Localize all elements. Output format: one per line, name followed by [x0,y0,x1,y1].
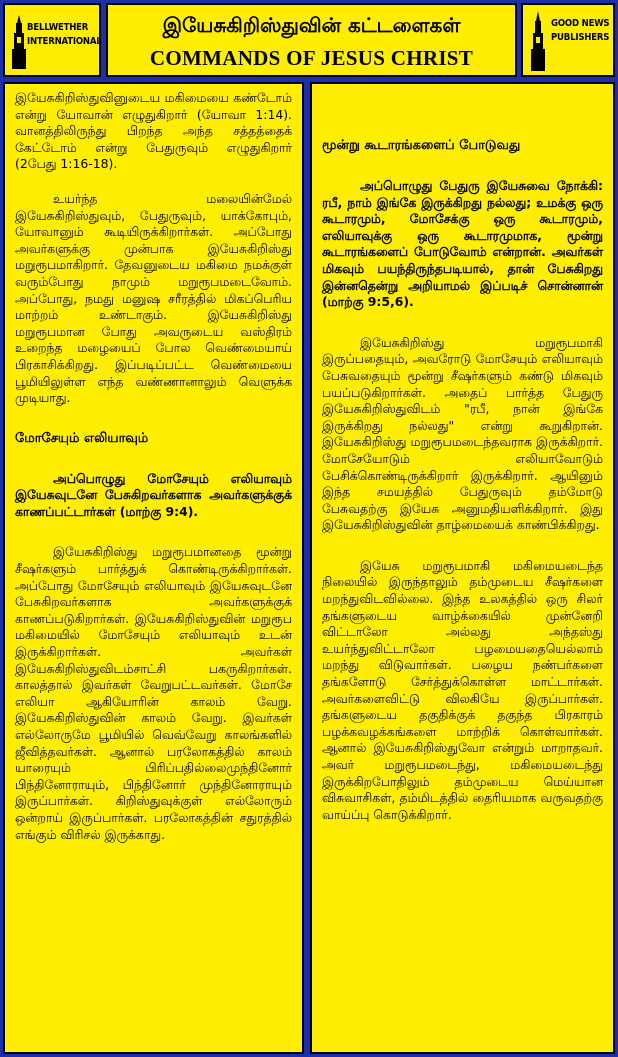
logo-right-line1: GOOD NEWS [551,18,610,29]
paragraph: இயேசு மறுரூபமாகி மகிமையடைந்த நிலையில் இருந்தாலும் தம்முடைய சீஷர்களை மறந்துவிடவில்லை. இந்த உலகத்தில் ஒரு சிலர் தங்களுடைய வாழ்க்கையில் முன்னேறி விட்டாலோ அல்லது அந்தஸ்து உயர்ந்துவிட்டாலோ பழமையதையெல்லாம் மறந்து விடுவார்கள். பழைய நண்பர்களை தங்களோடு சேர்த்துக்கொள்ள மாட்டார்கள். அவர்களைவிட்டு விலகியே இருப்பார்கள். தங்களுடைய தகுதிக்குக் தகுந்த பிரகாரம் பழக்கவழக்கங்களை மாற்றிக் கொள்வார்கள். ஆனால் இயேசுகிறிஸ்துவோ என்றும் மாறாதவர். அவர் மறுரூபமடைந்து, மகிமையடைந்து இருக்கிறபோதிலும் தம்முடைய மெய்யான விசுவாசிகள், தம்மிடத்தில் தைரியமாக வருவதற்கு வாய்ப்பு கொடுக்கிறார். [322,557,603,822]
paragraph: இயேசுகிறிஸ்துவினுடைய மகிமையை கண்டோம் என்று யோவான் எழுதுகிறார் (யோவா 1:14). வானத்திலிருந்து பிறந்த அந்த சத்தத்தைக் கேட்டோம் என்று பேதுருவும் எழுதுகிறார் (2பேது 1:16-18). [15,90,292,172]
section-heading: மோசேயும் எலியாவும் [15,430,149,446]
title-tamil: இயேசுகிறிஸ்துவின் கட்டளைகள் [162,13,461,37]
paragraph: உயர்ந்த மலையின்மேல் இயேசுகிறிஸ்துவும், பேதுருவும், யாக்கோபும், யோவானும் கூடியிருக்கிறார்கள். அப்போது அவர்களுக்கு முன்பாக இயேசுகிறிஸ்து மறுரூபமாகிறார். தேவனுடைய மகிமை நமக்குள் வரும்போது நாமும் மறுரூபமடைவோம். அப்போது, நமது மனுஷ சரீரத்தில் மிகப்பெரிய மாற்றம் உண்டாகும். இயேசுகிறிஸ்து மறுரூபமான போது அவருடைய வஸ்திரம் உறைந்த மழையைப் போல வெண்மையாய் பிரகாசிக்கிறது. இப்படிப்பட்ட வெண்மையை பூமியிலுள்ள எந்த வண்ணானாலும் வெளுக்க முடியாது. [15,190,292,406]
scripture-quote: அப்பொழுது மோசேயும் எலியாவும் இயேசுவுடனே பேசுகிறவர்களாக அவர்களுக்குக் காணப்பட்டார்கள் (மாற்கு 9:4). [15,470,292,519]
logo-left-line2: INTERNATIONAL [27,36,102,47]
left-column [3,82,304,1054]
paragraph: இயேசுகிறிஸ்து மறுரூபமாகி இருப்பதையும், அவரோடு மோசேயும் எலியாவும் பேசுவதையும் மூன்று சீஷர்களும் கண்டு மிகவும் பயப்படுகிறார்கள். அதைப் பார்த்த பேதுரு இயேசுகிறிஸ்துவிடம் "ரபீ, நான் இங்கே இருக்கிறது நல்லது" என்று கூறுகிறான். இயேசுகிறிஸ்து மறுரூபமடைந்தவராக இருக்கிறார். மோசேயோடும் எலியாவோடும் பேசிக்கொண்டிருக்கிறார் இருக்கிறார். ஆயினும் இந்த சமயத்தில் பேதுருவும் தம்மோடு பேசுவதற்கு இயேசு அனுமதியளிக்கிறார். இது இயேசுகிறிஸ்துவின் தாழ்மையைக் காண்பிக்கிறது. [322,334,603,533]
bell-tower-icon [11,15,27,69]
right-column [310,82,615,1054]
paragraph: இயேசுகிறிஸ்து மறுரூபமானதை மூன்று சீஷர்களும் பார்த்துக் கொண்டிருக்கிறார்கள். அப்போது மோசேயும் எலியாவும் இயேசுவுடனே பேசுகிறவர்களாக அவர்களுக்குக் காணப்படுகிறார்கள். இயேசுகிறிஸ்துவின் மறுரூப மகிமையில் மோசேயும் எலியாவும் உடன் இருக்கிறார்கள். அவர்கள் இயேசுகிறிஸ்துவிடம்சாட்சி பகருகிறார்கள். காலத்தால் இவர்கள் வேறுபட்டவர்கள். மோசே எலியா ஆகியோரின் காலம் வேறு. இயேசுகிறிஸ்துவின் காலம் வேறு. இவர்கள் எல்லோருமே பூமியில் வெவ்வேறு காலங்களில் ஜீவித்தவர்கள். ஆனால் பரலோகத்தில் காலம் யாரையும் பிரிப்பதில்லைமுந்தினோர் பிந்தினோராயும், பிந்தினோர் முந்தினோராயும் இருப்பார்கள். கிறிஸ்துவுக்குள் எல்லோரும் ஒன்றாய் இருப்பார்கள். பரலோகத்தின் சதுரத்தில் எங்கும் விரிசல் இருக்காது. [15,544,292,842]
title-banner [106,3,517,77]
logo-left-line1: BELLWETHER [27,22,89,33]
logo-right-line2: PUBLISHERS [551,32,610,43]
tower-icon [529,11,547,71]
section-heading: மூன்று கூடாரங்களைப் போடுவது [322,138,521,153]
bellwether-logo [3,3,101,77]
good-news-logo [521,3,615,77]
title-english: COMMANDS OF JESUS CHRIST [149,46,474,70]
scripture-quote: அப்பொழுது பேதுரு இயேசுவை நோக்கி: ரபீ, நாம் இங்கே இருக்கிறது நல்லது; உமக்கு ஒரு கூடாரமும், மோசேக்கு ஒரு கூடாரமும், எலியாவுக்கு ஒரு கூடாரமுமாக, மூன்று கூடாரங்களைப் போடுவோம் என்றான். அவர்கள் மிகவும் பயந்திருந்தபடியால், தான் பேசுகிறது இன்னதென்று அறியாமல் இப்படிச் சொன்னான் (மாற்கு 9:5,6). [322,178,603,310]
